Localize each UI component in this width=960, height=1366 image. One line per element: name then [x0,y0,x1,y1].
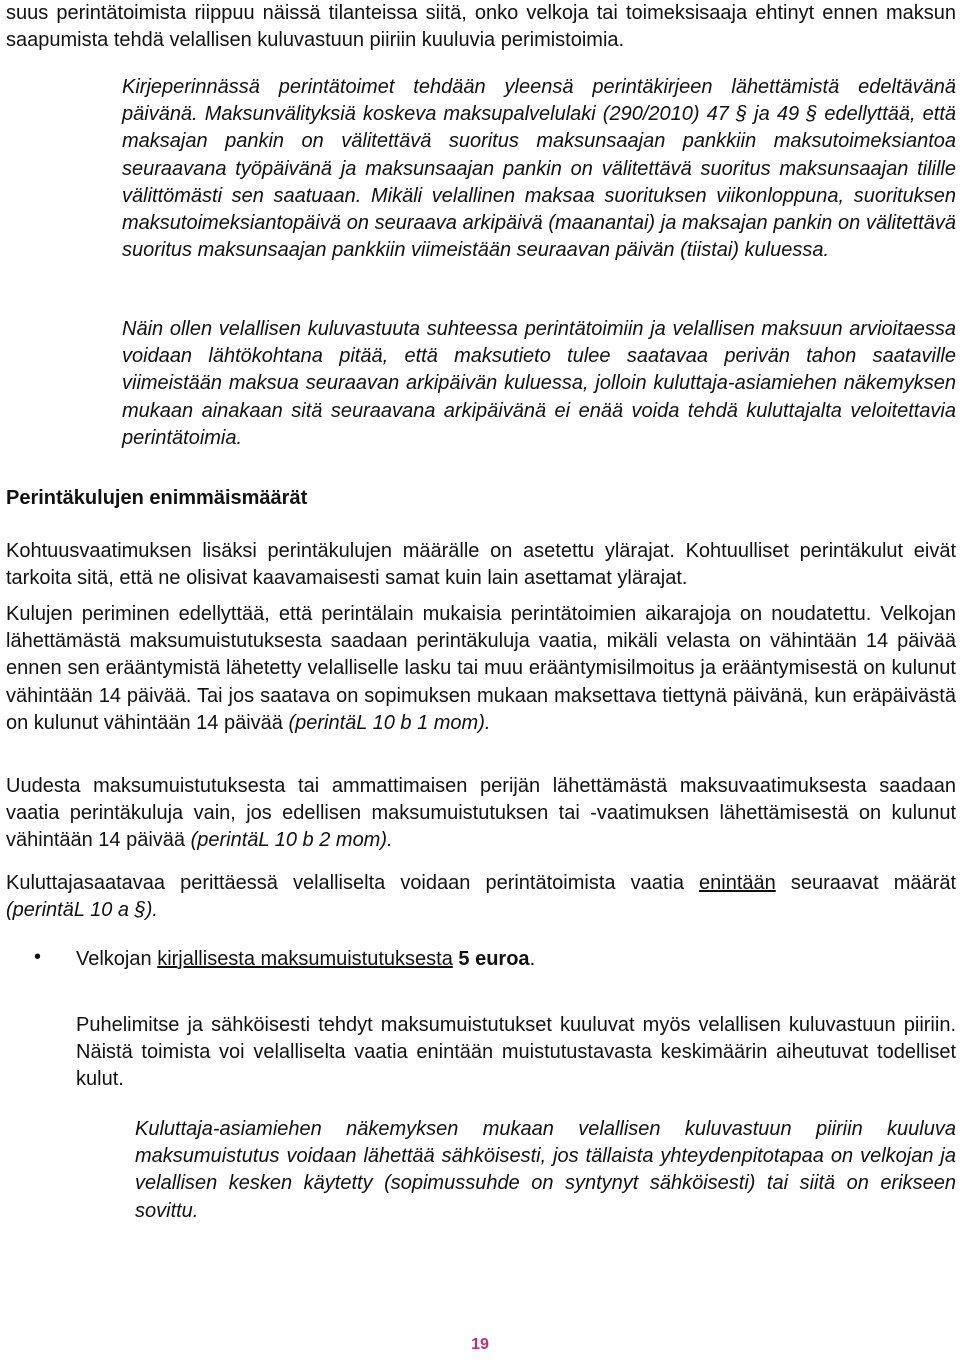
paragraph-text: Uudesta maksumuistutuksesta tai ammattimaisen perijän lähettämästä maksuvaatimuksesta saadaan vaatia perintäkuluja vain, jos edellisen maksumuistutuksen tai -vaatimuksen lähettämisestä on kulunut vähintään 14 päivää [6,775,956,852]
bullet-text: Velkojan [76,948,152,970]
underlined-text: kirjallisesta maksumuistutuksesta [157,948,453,970]
underlined-text: enintään [699,872,776,894]
amount: 5 euroa [458,948,530,970]
paragraph-time-limits [6,601,956,737]
section-heading: Perintäkulujen enimmäismäärät [6,487,308,509]
paragraph-new-reminder [6,773,956,855]
paragraph-electronic-reminders: Puhelimitse ja sähköisesti tehdyt maksumuistutukset kuuluvat myös velallisen kuluvastuun piiriin. Näistä toimista voi velalliselta vaatia enintään muistutustavasta keskimäärin aiheutuvat todelliset kulut. [76,1014,956,1091]
paragraph-text: seuraavat määrät [790,872,957,894]
bullet-icon: • [34,946,42,968]
bullet-end: . [529,948,536,970]
paragraph-text: Kuluttajasaatavaa perittäessä velalliselta voidaan perintätoimista vaatia [6,872,684,894]
paragraph-max-amounts [6,870,956,924]
italic-note-payment-timing: Kirjeperinnässä perintätoimet tehdään yleensä perintäkirjeen lähettämistä edeltävänä päivänä. Maksunvälityksiä koskeva maksupalvelulaki (290/2010) 47 § ja 49 § edellyttää, että maksajan pankin on välitettävä suoritus maksunsaajan pankkiin maksutoimeksiantoa seuraavana työpäivänä ja maksunsaajan pankin on välitettävä suoritus maksunsaajan tilille välittömästi sen saatuaan. Mikäli velallinen maksaa suorituksen viikonloppuna, suorituksen maksutoimeksiantopäivä on seuraava arkipäivä (maanantai) ja maksajan pankin on välitettävä suoritus maksunsaajan pankkiin viimeistään seuraavan päivän (tiistai) kuluessa. [122,76,956,262]
italic-note-liability: Näin ollen velallisen kuluvastuuta suhteessa perintätoimiin ja velallisen maksuun arvioitaessa voidaan lähtökohtana pitää, että maksutieto tulee saatavaa perivän tahon saataville viimeistään maksua seuraavan arkipäivän kuluessa, jolloin kuluttaja-asiamiehen näkemyksen mukaan ainakaan sitä seuraavana arkipäivänä ei enää voida tehdä kuluttajalta veloitettavia perintätoimia. [122,318,956,449]
paragraph-text: Kulujen periminen edellyttää, että perintälain mukaisia perintätoimien aikarajoja on noudatettu. Velkojan lähettämästä maksumuistutuksesta saadaan perintäkuluja vaatia, mikäli velasta on vähintään 14 päivää ennen sen erääntymistä lähetetty velalliselle lasku tai muu erääntymisilmoitus ja erääntymisestä on kulunut vähintään 14 päivää. Tai jos saatava on sopimuksen mukaan maksettava tiettynä päivänä, kun eräpäivästä on kulunut vähintään 14 päivää [6,603,956,734]
italic-note-electronic: Kuluttaja-asiamiehen näkemyksen mukaan velallisen kuluvastuun piiriin kuuluva maksumuistutus voidaan lähettää sähköisesti, jos tällaista yhteydenpitotapaa on velkojan ja velallisen kesken käytetty (sopimussuhde on syntynyt sähköisesti) tai siitä on erikseen sovittu. [135,1118,956,1222]
paragraph-continued: suus perintätoimista riippuu näissä tilanteissa siitä, onko velkoja tai toimeksisaaja ehtinyt ennen maksun saapumista tehdä velallisen kuluvastuun piiriin kuuluvia perimistoimia. [6,2,956,52]
page-number: 19 [471,1336,489,1353]
law-reference: (perintäL 10 b 2 mom). [190,829,393,852]
law-reference: (perintäL 10 a §). [6,899,158,922]
bullet-item [76,946,956,973]
law-reference: (perintäL 10 b 1 mom). [288,711,491,734]
paragraph-upper-limits: Kohtuusvaatimuksen lisäksi perintäkulujen määrälle on asetettu ylärajat. Kohtuulliset perintäkulut eivät tarkoita sitä, että ne olisivat kaavamaisesti samat kuin lain asettamat ylärajat. [6,540,956,590]
